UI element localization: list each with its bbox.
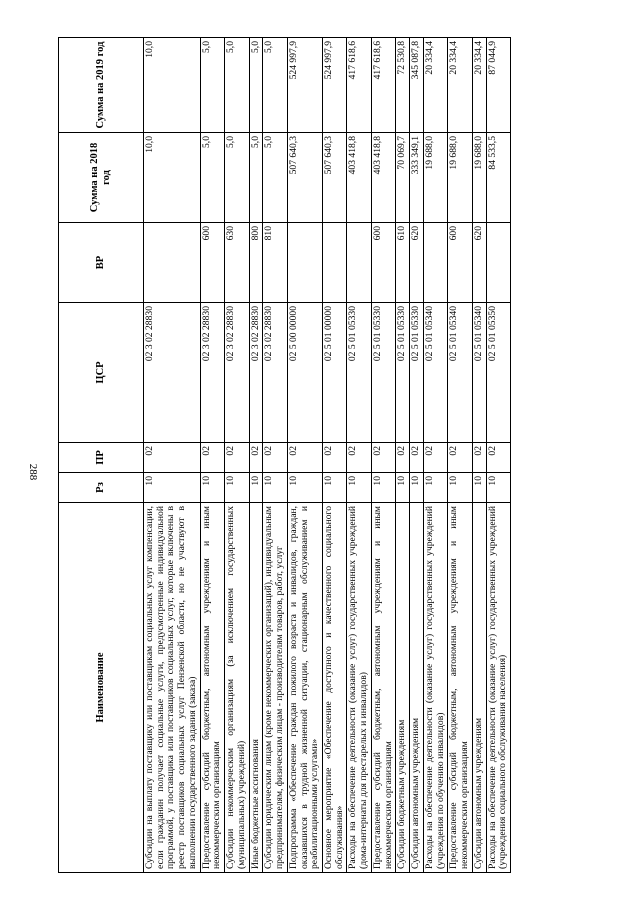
cell-csr: 02 5 01 05340	[472, 303, 486, 443]
cell-sum-2019: 524 997,9	[287, 38, 322, 133]
cell-sum-2019: 10,0	[144, 38, 201, 133]
cell-csr: 02 3 02 28830	[200, 303, 224, 443]
cell-rz: 10	[200, 473, 224, 503]
cell-pr: 02	[263, 443, 287, 473]
budget-table	[58, 37, 511, 873]
cell-sum-2018: 5,0	[200, 133, 224, 223]
cell-vr: 600	[200, 223, 224, 303]
table-header-row	[59, 38, 144, 873]
table-row	[486, 38, 510, 873]
cell-csr: 02 5 01 05340	[423, 303, 447, 443]
cell-sum-2019: 20 334,4	[472, 38, 486, 133]
cell-name: Субсидии бюджетным учреждениям	[396, 503, 410, 873]
cell-sum-2019: 5,0	[200, 38, 224, 133]
cell-sum-2019: 5,0	[225, 38, 249, 133]
cell-pr: 02	[249, 443, 263, 473]
table-row	[371, 38, 395, 873]
cell-vr: 810	[263, 223, 287, 303]
header-pr: ПР	[59, 443, 144, 473]
cell-csr: 02 5 01 00000	[323, 303, 347, 443]
header-csr: ЦСР	[59, 303, 144, 443]
cell-pr: 02	[225, 443, 249, 473]
cell-pr: 02	[144, 443, 201, 473]
cell-csr: 02 3 02 28830	[263, 303, 287, 443]
header-vr: ВР	[59, 223, 144, 303]
cell-rz: 10	[249, 473, 263, 503]
cell-vr	[423, 223, 447, 303]
cell-sum-2019: 87 044,9	[486, 38, 510, 133]
cell-rz: 10	[347, 473, 371, 503]
budget-table-wrapper	[58, 38, 633, 873]
header-name: Наименование	[59, 503, 144, 873]
cell-pr: 02	[410, 443, 424, 473]
cell-sum-2018: 5,0	[249, 133, 263, 223]
cell-name: Предоставление субсидий бюджетным, автономным учреждениям и иным некоммерческим организациям	[448, 503, 472, 873]
cell-rz: 10	[323, 473, 347, 503]
cell-rz: 10	[144, 473, 201, 503]
cell-name: Субсидии на выплату поставщику или поставщикам социальных услуг компенсации, если гражданин получает социальные услуги, предусмотренные индивидуальной программой, у поставщика или поставщиков социальных услуг, которые включены в реестр поставщиков социальных услуг Пензенской области, но не участвуют в выполнении государственного задания (заказа)	[144, 503, 201, 873]
cell-sum-2019: 417 618,6	[371, 38, 395, 133]
cell-rz: 10	[448, 473, 472, 503]
table-row	[448, 38, 472, 873]
table-row	[347, 38, 371, 873]
cell-pr: 02	[323, 443, 347, 473]
cell-name: Предоставление субсидий бюджетным, автономным учреждениям и иным некоммерческим организациям	[200, 503, 224, 873]
cell-sum-2018: 333 349,1	[410, 133, 424, 223]
cell-sum-2018: 70 069,7	[396, 133, 410, 223]
cell-rz: 10	[486, 473, 510, 503]
cell-sum-2018: 507 640,3	[323, 133, 347, 223]
cell-rz: 10	[287, 473, 322, 503]
cell-pr: 02	[396, 443, 410, 473]
cell-name: Предоставление субсидий бюджетным, автономным учреждениям и иным некоммерческим организациям	[371, 503, 395, 873]
cell-pr: 02	[423, 443, 447, 473]
cell-vr: 600	[448, 223, 472, 303]
cell-name: Основное мероприятие «Обеспечение доступного и качественного социального обслуживания»	[323, 503, 347, 873]
table-row	[410, 38, 424, 873]
header-rz: Рз	[59, 473, 144, 503]
cell-csr: 02 5 01 05350	[486, 303, 510, 443]
cell-vr	[486, 223, 510, 303]
cell-sum-2018: 19 688,0	[448, 133, 472, 223]
cell-sum-2019: 20 334,4	[448, 38, 472, 133]
cell-vr	[323, 223, 347, 303]
cell-name: Подпрограмма «Обеспечение граждан пожилого возраста и инвалидов, граждан, оказавшихся в трудной жизненной ситуации, стационарным обслуживанием и реабилитационными услугами»	[287, 503, 322, 873]
cell-pr: 02	[472, 443, 486, 473]
cell-csr: 02 3 02 28830	[144, 303, 201, 443]
table-row	[225, 38, 249, 873]
cell-sum-2018: 19 688,0	[472, 133, 486, 223]
cell-vr: 620	[472, 223, 486, 303]
cell-sum-2018: 5,0	[225, 133, 249, 223]
cell-pr: 02	[347, 443, 371, 473]
cell-vr: 800	[249, 223, 263, 303]
cell-sum-2019: 20 334,4	[423, 38, 447, 133]
cell-rz: 10	[410, 473, 424, 503]
cell-sum-2019: 5,0	[263, 38, 287, 133]
cell-rz: 10	[423, 473, 447, 503]
cell-csr: 02 3 02 28830	[249, 303, 263, 443]
cell-sum-2018: 507 640,3	[287, 133, 322, 223]
cell-sum-2018: 84 533,5	[486, 133, 510, 223]
cell-name: Субсидии некоммерческим организациям (за исключением государственных (муниципальных) учреждений)	[225, 503, 249, 873]
header-sum-2018: Сумма на 2018 год	[59, 133, 144, 223]
cell-rz: 10	[371, 473, 395, 503]
cell-pr: 02	[486, 443, 510, 473]
cell-sum-2019: 5,0	[249, 38, 263, 133]
cell-csr: 02 5 00 00000	[287, 303, 322, 443]
cell-rz: 10	[225, 473, 249, 503]
cell-name: Субсидии юридическим лицам (кроме некоммерческих организаций), индивидуальным предпринимателям, физическим лицам - производителям товаров, работ, услуг	[263, 503, 287, 873]
cell-sum-2018: 403 418,8	[371, 133, 395, 223]
cell-sum-2019: 345 087,8	[410, 38, 424, 133]
cell-rz: 10	[472, 473, 486, 503]
table-row	[396, 38, 410, 873]
table-row	[323, 38, 347, 873]
cell-pr: 02	[448, 443, 472, 473]
header-sum-2019: Сумма на 2019 год	[59, 38, 144, 133]
table-row	[263, 38, 287, 873]
table-row	[249, 38, 263, 873]
cell-csr: 02 5 01 05330	[410, 303, 424, 443]
cell-name: Расходы на обеспечение деятельности (оказание услуг) государственных учреждений (дома-интернаты для престарелых и инвалидов)	[347, 503, 371, 873]
cell-sum-2018: 19 688,0	[423, 133, 447, 223]
cell-vr	[347, 223, 371, 303]
cell-vr	[144, 223, 201, 303]
cell-sum-2019: 72 530,8	[396, 38, 410, 133]
cell-name: Расходы на обеспечение деятельности (оказание услуг) государственных учреждений (учреждения по обучению инвалидов)	[423, 503, 447, 873]
cell-name: Субсидии автономным учреждениям	[472, 503, 486, 873]
cell-sum-2019: 417 618,6	[347, 38, 371, 133]
cell-vr: 600	[371, 223, 395, 303]
cell-pr: 02	[200, 443, 224, 473]
cell-rz: 10	[396, 473, 410, 503]
table-row	[144, 38, 201, 873]
cell-pr: 02	[371, 443, 395, 473]
cell-name: Расходы на обеспечение деятельности (оказание услуг) государственных учреждений (учреждения социального обслуживания населения)	[486, 503, 510, 873]
table-row	[472, 38, 486, 873]
cell-csr: 02 5 01 05330	[347, 303, 371, 443]
cell-csr: 02 5 01 05340	[448, 303, 472, 443]
cell-csr: 02 5 01 05330	[371, 303, 395, 443]
table-row	[423, 38, 447, 873]
cell-vr: 610	[396, 223, 410, 303]
cell-vr	[287, 223, 322, 303]
table-row	[200, 38, 224, 873]
cell-name: Субсидии автономным учреждениям	[410, 503, 424, 873]
cell-sum-2018: 403 418,8	[347, 133, 371, 223]
cell-csr: 02 3 02 28830	[225, 303, 249, 443]
cell-name: Иные бюджетные ассигнования	[249, 503, 263, 873]
cell-csr: 02 5 01 05330	[396, 303, 410, 443]
cell-sum-2019: 524 997,9	[323, 38, 347, 133]
cell-rz: 10	[263, 473, 287, 503]
table-row	[287, 38, 322, 873]
page-number: 288	[27, 463, 39, 481]
cell-vr: 630	[225, 223, 249, 303]
cell-pr: 02	[287, 443, 322, 473]
cell-vr: 620	[410, 223, 424, 303]
cell-sum-2018: 10,0	[144, 133, 201, 223]
cell-sum-2018: 5,0	[263, 133, 287, 223]
